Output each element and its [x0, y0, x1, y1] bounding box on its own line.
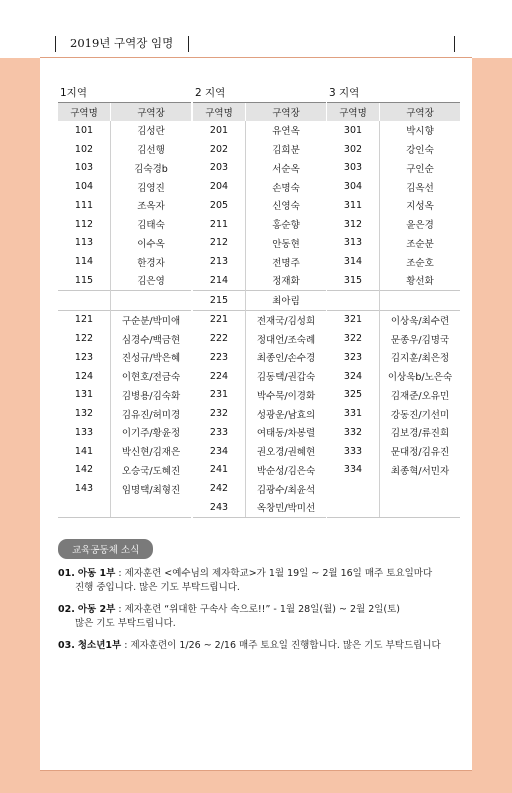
column-header: 구역명: [58, 103, 111, 121]
table-row: [193, 498, 326, 517]
district-code: 215: [193, 290, 246, 310]
region-table: [327, 103, 460, 518]
district-code: 142: [58, 461, 111, 480]
district-code: [327, 479, 380, 498]
leader-name: 정대언/조숙례: [246, 329, 327, 348]
district-code: 331: [327, 404, 380, 423]
leader-name: 여태동/차봉렬: [246, 423, 327, 442]
table-row: [327, 329, 460, 348]
column-header: 구역명: [327, 103, 380, 121]
leader-name: 옥창민/박미선: [246, 498, 327, 517]
news-section: [58, 538, 468, 653]
leader-name: [380, 290, 461, 310]
leader-name: 황선화: [380, 271, 461, 290]
table-row: [58, 121, 191, 140]
leader-name: 진성규/박은혜: [111, 348, 192, 367]
table-row: [327, 140, 460, 159]
leader-name: 조순분: [380, 234, 461, 253]
news-text-continued: 진행 중입니다. 많은 기도 부탁드립니다.: [75, 582, 240, 593]
region-table: [193, 103, 326, 518]
table-row: [58, 177, 191, 196]
table-row: [58, 461, 191, 480]
leader-name: 오승국/도혜진: [111, 461, 192, 480]
district-code: [58, 290, 111, 310]
table-row: [193, 367, 326, 386]
news-badge: 교육공동체 소식: [58, 539, 153, 559]
header-rule: [40, 57, 472, 58]
table-row: [58, 215, 191, 234]
table-row: [327, 252, 460, 271]
table-row: [327, 121, 460, 140]
table-row: [58, 140, 191, 159]
district-code: 122: [58, 329, 111, 348]
leader-name: 박신현/김재은: [111, 442, 192, 461]
table-row: [327, 461, 460, 480]
district-code: 233: [193, 423, 246, 442]
table-row: [193, 271, 326, 290]
table-row: [58, 310, 191, 329]
leader-name: 김영진: [111, 177, 192, 196]
table-row: [327, 442, 460, 461]
table-row: [58, 498, 191, 517]
region-column: [58, 86, 191, 518]
table-row: [58, 329, 191, 348]
district-code: 304: [327, 177, 380, 196]
leader-name: 정재화: [246, 271, 327, 290]
district-code: 111: [58, 196, 111, 215]
district-code: 133: [58, 423, 111, 442]
district-code: [58, 498, 111, 517]
district-code: 302: [327, 140, 380, 159]
district-code: 203: [193, 159, 246, 178]
table-row: [193, 234, 326, 253]
district-code: 234: [193, 442, 246, 461]
region-title: 1지역: [60, 87, 87, 99]
table-row: [193, 404, 326, 423]
header-divider-right: [188, 36, 189, 52]
district-code: 101: [58, 121, 111, 140]
table-row: [58, 423, 191, 442]
table-row: [193, 386, 326, 405]
news-group: 아동 2부: [77, 604, 116, 615]
leader-name: 김보경/류진희: [380, 423, 461, 442]
district-code: 213: [193, 252, 246, 271]
bottom-rule: [40, 770, 472, 771]
district-code: 334: [327, 461, 380, 480]
district-code: 313: [327, 234, 380, 253]
leader-name: 박시향: [380, 121, 461, 140]
table-row: [58, 479, 191, 498]
district-code: 212: [193, 234, 246, 253]
column-header: 구역장: [111, 103, 192, 121]
table-row: [327, 159, 460, 178]
leader-name: 서순옥: [246, 159, 327, 178]
leader-name: 김은영: [111, 271, 192, 290]
table-row: [58, 271, 191, 290]
leader-name: 이수옥: [111, 234, 192, 253]
table-row: [327, 423, 460, 442]
district-code: 241: [193, 461, 246, 480]
table-row: [58, 386, 191, 405]
leader-name: 강인숙: [380, 140, 461, 159]
news-item: [58, 567, 468, 595]
leader-name: 지성옥: [380, 196, 461, 215]
table-row: [193, 442, 326, 461]
district-code: 224: [193, 367, 246, 386]
district-code: 214: [193, 271, 246, 290]
news-group: 아동 1부: [77, 568, 116, 579]
district-code: 232: [193, 404, 246, 423]
leader-name: 김병용/김숙화: [111, 386, 192, 405]
header: [0, 0, 512, 58]
table-row: [193, 177, 326, 196]
region-column: [193, 86, 326, 518]
table-row: [327, 386, 460, 405]
district-code: 202: [193, 140, 246, 159]
leader-name: 김선행: [111, 140, 192, 159]
table-row: [327, 215, 460, 234]
news-number: 02.: [58, 604, 75, 615]
news-text-continued: 많은 기도 부탁드립니다.: [75, 618, 176, 629]
news-number: 01.: [58, 568, 75, 579]
leader-name: 최아림: [246, 290, 327, 310]
leader-name: 김동택/권갑숙: [246, 367, 327, 386]
leader-name: 구인순: [380, 159, 461, 178]
district-code: 102: [58, 140, 111, 159]
table-row: [327, 290, 460, 310]
table-row: [193, 252, 326, 271]
news-text: : 제자훈련 <예수님의 제자학교>가 1월 19일 ~ 2월 16일 매주 토요일마다: [115, 568, 433, 579]
table-row: [327, 367, 460, 386]
table-row: [327, 348, 460, 367]
leader-name: 김유진/허미경: [111, 404, 192, 423]
leader-name: 홍순향: [246, 215, 327, 234]
leader-name: 권오경/권혜현: [246, 442, 327, 461]
district-code: 103: [58, 159, 111, 178]
district-code: 301: [327, 121, 380, 140]
district-code: 124: [58, 367, 111, 386]
district-code: 115: [58, 271, 111, 290]
leader-name: 최종인/손수경: [246, 348, 327, 367]
table-row: [327, 196, 460, 215]
table-row: [327, 177, 460, 196]
table-row: [193, 159, 326, 178]
district-code: 314: [327, 252, 380, 271]
leader-name: 이상욱/최수련: [380, 310, 461, 329]
district-code: 324: [327, 367, 380, 386]
leader-name: 강동진/기선미: [380, 404, 461, 423]
table-row: [327, 234, 460, 253]
leader-name: 조옥자: [111, 196, 192, 215]
leader-name: 한경자: [111, 252, 192, 271]
district-code: 114: [58, 252, 111, 271]
table-row: [327, 479, 460, 498]
leader-name: 김재준/오유민: [380, 386, 461, 405]
column-header: 구역장: [380, 103, 461, 121]
district-code: 231: [193, 386, 246, 405]
leader-name: [111, 498, 192, 517]
district-code: [327, 498, 380, 517]
district-code: 312: [327, 215, 380, 234]
district-code: 242: [193, 479, 246, 498]
table-row: [58, 404, 191, 423]
table-row: [58, 290, 191, 310]
leader-name: 박순성/김은숙: [246, 461, 327, 480]
district-code: 131: [58, 386, 111, 405]
table-row: [193, 310, 326, 329]
district-code: 205: [193, 196, 246, 215]
table-row: [193, 348, 326, 367]
leader-name: 손명숙: [246, 177, 327, 196]
table-row: [58, 442, 191, 461]
leader-name: 이기주/황윤정: [111, 423, 192, 442]
leader-name: 임명택/최형진: [111, 479, 192, 498]
district-code: 322: [327, 329, 380, 348]
news-number: 03.: [58, 640, 75, 651]
district-code: 222: [193, 329, 246, 348]
leader-name: 이상욱b/노은숙: [380, 367, 461, 386]
district-code: 323: [327, 348, 380, 367]
leader-name: 구순분/박미애: [111, 310, 192, 329]
district-code: 201: [193, 121, 246, 140]
district-code: 123: [58, 348, 111, 367]
leader-name: 전명주: [246, 252, 327, 271]
leader-name: [111, 290, 192, 310]
leader-name: 전재국/김성희: [246, 310, 327, 329]
leader-name: 김태숙: [111, 215, 192, 234]
table-row: [193, 196, 326, 215]
district-code: 303: [327, 159, 380, 178]
news-item: [58, 639, 468, 653]
column-header: 구역명: [193, 103, 246, 121]
page-title: 2019년 구역장 임명: [70, 36, 174, 50]
table-row: [327, 404, 460, 423]
leader-name: 김희분: [246, 140, 327, 159]
table-row: [58, 348, 191, 367]
district-code: 104: [58, 177, 111, 196]
region-title: 2 지역: [195, 87, 226, 99]
district-code: 204: [193, 177, 246, 196]
leader-name: 신영숙: [246, 196, 327, 215]
table-row: [193, 423, 326, 442]
district-code: 311: [327, 196, 380, 215]
district-code: 143: [58, 479, 111, 498]
table-row: [193, 121, 326, 140]
table-row: [193, 215, 326, 234]
leader-name: 문종우/김명국: [380, 329, 461, 348]
news-list: [58, 567, 468, 653]
news-text: : 제자훈련 “위대한 구속사 속으로!!” - 1월 28일(월) ~ 2월 2일(토): [115, 604, 401, 615]
leader-name: 최종혁/서민자: [380, 461, 461, 480]
region-title: 3 지역: [329, 87, 360, 99]
table-row: [327, 310, 460, 329]
table-row: [193, 329, 326, 348]
leader-name: 심경수/백금현: [111, 329, 192, 348]
column-header: 구역장: [246, 103, 327, 121]
leader-name: 문대정/김유진: [380, 442, 461, 461]
table-row: [193, 140, 326, 159]
header-divider-far: [454, 36, 455, 52]
district-code: 315: [327, 271, 380, 290]
district-code: 113: [58, 234, 111, 253]
district-code: 141: [58, 442, 111, 461]
district-code: 332: [327, 423, 380, 442]
region-table: [58, 103, 191, 518]
table-row: [193, 461, 326, 480]
table-row: [58, 159, 191, 178]
district-code: 221: [193, 310, 246, 329]
district-code: 132: [58, 404, 111, 423]
table-row: [193, 479, 326, 498]
table-row: [58, 367, 191, 386]
district-code: [327, 290, 380, 310]
table-row: [58, 252, 191, 271]
leader-name: 김성란: [111, 121, 192, 140]
region-column: [327, 86, 460, 518]
news-text: : 제자훈련이 1/26 ~ 2/16 매주 토요일 진행합니다. 많은 기도 부탁드립니다: [121, 640, 441, 651]
news-item: [58, 603, 468, 631]
district-code: 223: [193, 348, 246, 367]
leader-name: 유연옥: [246, 121, 327, 140]
header-divider-left: [55, 36, 56, 52]
district-code: 333: [327, 442, 380, 461]
district-code: 211: [193, 215, 246, 234]
leader-name: 김지훈/최은정: [380, 348, 461, 367]
table-row: [327, 271, 460, 290]
table-row: [58, 196, 191, 215]
leader-name: 김광수/최윤석: [246, 479, 327, 498]
district-code: 243: [193, 498, 246, 517]
table-row: [327, 498, 460, 517]
leader-name: 김옥선: [380, 177, 461, 196]
district-code: 112: [58, 215, 111, 234]
leader-name: 이현호/전금숙: [111, 367, 192, 386]
leader-name: 조순호: [380, 252, 461, 271]
news-group: 청소년1부: [77, 640, 122, 651]
leader-name: 윤은경: [380, 215, 461, 234]
leader-name: [380, 498, 461, 517]
table-row: [58, 234, 191, 253]
district-code: 325: [327, 386, 380, 405]
district-code: 121: [58, 310, 111, 329]
leader-name: 김숙경b: [111, 159, 192, 178]
leader-name: [380, 479, 461, 498]
table-row: [193, 290, 326, 310]
district-code: 321: [327, 310, 380, 329]
leader-name: 안동현: [246, 234, 327, 253]
leader-name: 박수묵/이경화: [246, 386, 327, 405]
leader-name: 성광운/남효의: [246, 404, 327, 423]
